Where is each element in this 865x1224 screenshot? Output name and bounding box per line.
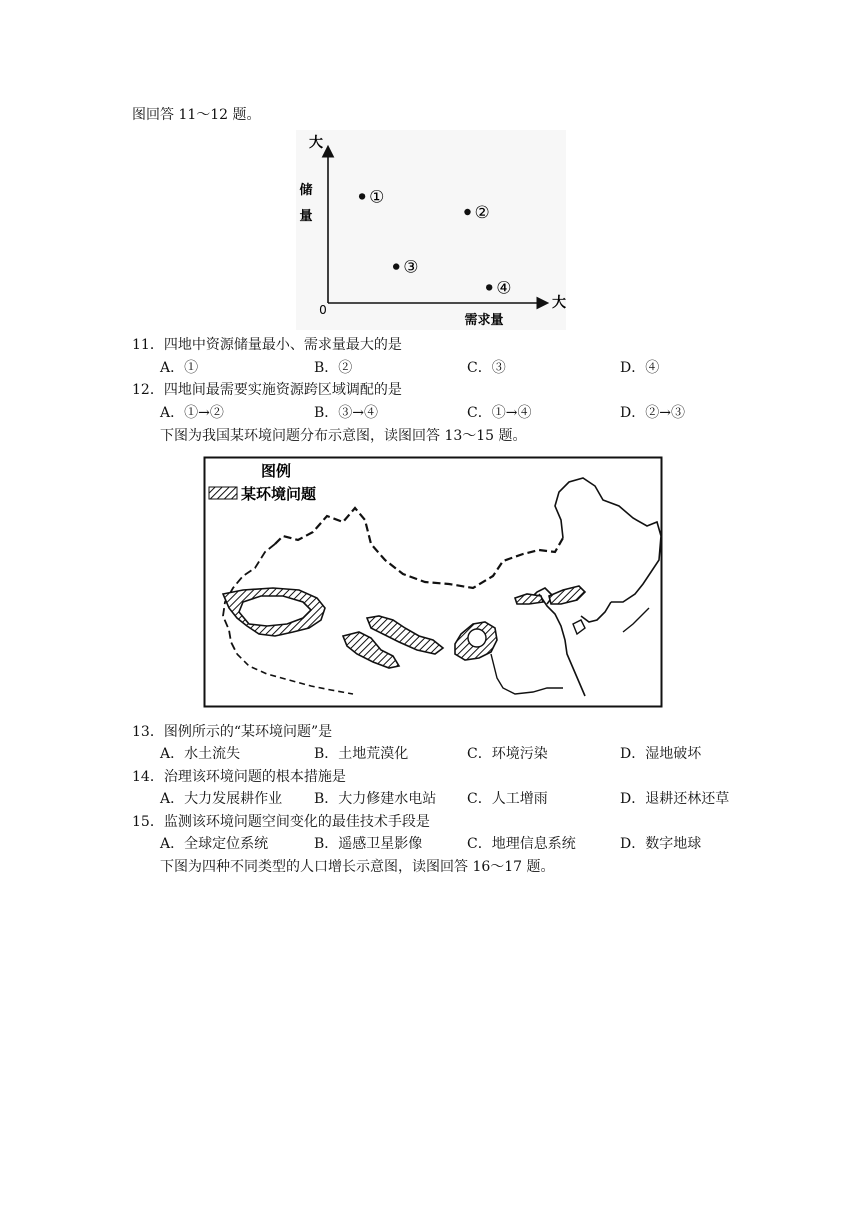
q11-stem: 11．四地中资源储量最小、需求量最大的是 <box>132 337 402 353</box>
q14-stem: 14．治理该环境问题的根本措施是 <box>132 769 346 785</box>
q12-option-b[interactable]: B．③→④ <box>314 405 379 421</box>
scatter-point-4 <box>486 284 492 290</box>
q11-option-b[interactable]: B．② <box>314 360 353 376</box>
intro-text: 图回答 11～12 题。 <box>132 107 261 123</box>
q12-option-a[interactable]: A．①→② <box>160 405 224 421</box>
x-axis-label: 需求量 <box>464 313 504 328</box>
scatter-point-label-4: ④ <box>496 278 512 299</box>
scatter-point-1 <box>359 193 365 199</box>
map-legend-title: 图例 <box>261 462 292 480</box>
q14-option-b[interactable]: B．大力修建水电站 <box>314 791 437 807</box>
q14-option-d[interactable]: D．退耕还林还草 <box>620 791 730 807</box>
origin-label: 0 <box>319 303 327 317</box>
q14-option-c[interactable]: C．人工增雨 <box>467 791 548 807</box>
y-axis-label-1: 储 <box>299 183 313 198</box>
scatter-point-label-3: ③ <box>403 257 419 278</box>
q14-option-a[interactable]: A．大力发展耕作业 <box>160 791 283 807</box>
q15-option-a[interactable]: A．全球定位系统 <box>160 836 269 852</box>
q15-stem: 15．监测该环境问题空间变化的最佳技术手段是 <box>132 814 430 830</box>
q15-option-c[interactable]: C．地理信息系统 <box>467 836 576 852</box>
q11-option-c[interactable]: C．③ <box>467 360 506 376</box>
scatter-point-label-2: ② <box>474 203 490 223</box>
q13-stem: 13．图例所示的“某环境问题”是 <box>132 724 333 740</box>
scatter-point-3 <box>393 263 399 269</box>
y-axis-top-label: 大 <box>309 135 323 151</box>
y-axis-label-2: 量 <box>299 209 313 224</box>
scatter-point-2 <box>464 209 470 215</box>
q12-option-d[interactable]: D．②→③ <box>620 405 685 421</box>
map-intro-text: 下图为我国某环境问题分布示意图，读图回答 13～15 题。 <box>160 428 527 444</box>
q13-option-d[interactable]: D．湿地破坏 <box>620 746 702 762</box>
environment-problem-map <box>203 456 663 708</box>
q15-option-b[interactable]: B．遥感卫星影像 <box>314 836 423 852</box>
q11-option-a[interactable]: A．① <box>160 360 199 376</box>
x-axis-right-label: 大 <box>552 295 566 311</box>
q12-option-c[interactable]: C．①→④ <box>467 405 532 421</box>
q13-option-b[interactable]: B．土地荒漠化 <box>314 746 409 762</box>
q11-option-d[interactable]: D．④ <box>620 360 660 376</box>
q13-option-a[interactable]: A．水土流失 <box>160 746 241 762</box>
legend-hatch-swatch <box>209 487 237 499</box>
q12-stem: 12．四地间最需要实施资源跨区域调配的是 <box>132 382 402 398</box>
map-legend-item: 某环境问题 <box>241 485 317 503</box>
q15-option-d[interactable]: D．数字地球 <box>620 836 702 852</box>
scatter-point-label-1: ① <box>369 187 385 208</box>
q13-option-c[interactable]: C．环境污染 <box>467 746 548 762</box>
loess-core <box>468 629 486 647</box>
reserves-demand-chart <box>296 130 566 330</box>
outro-text: 下图为四种不同类型的人口增长示意图，读图回答 16～17 题。 <box>160 859 555 875</box>
